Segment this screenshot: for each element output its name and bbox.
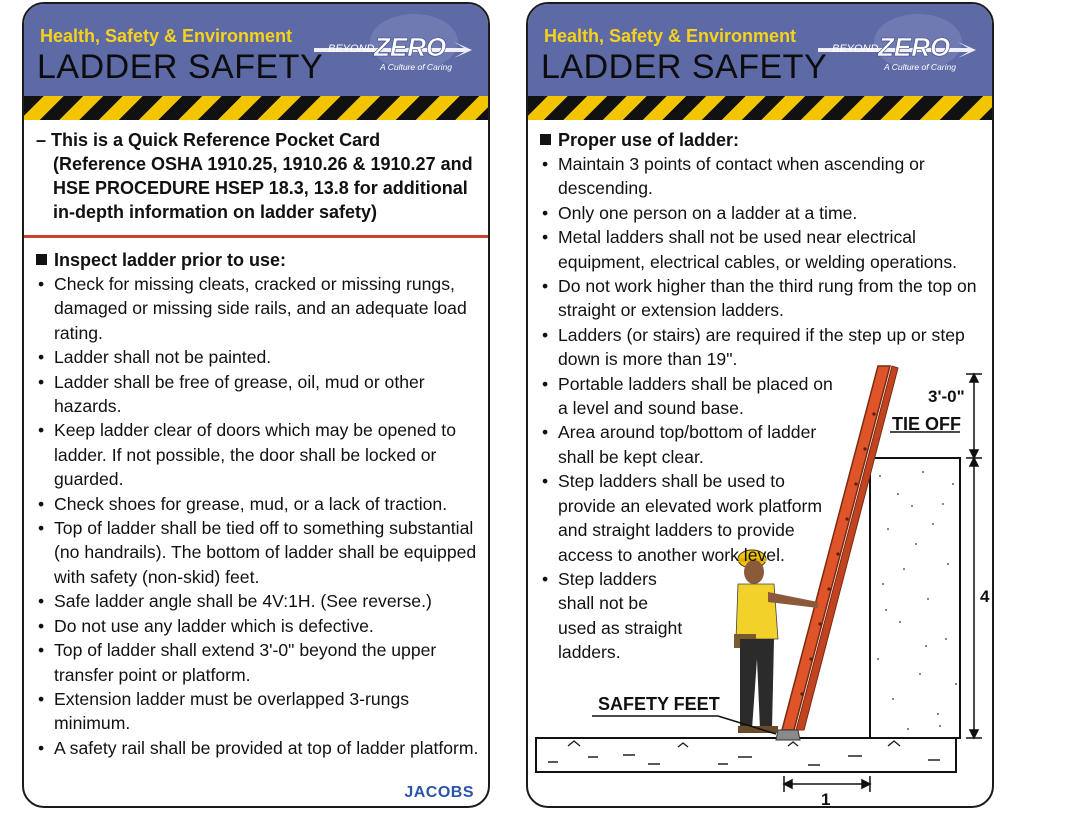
ground-slab <box>536 738 956 772</box>
inspect-list <box>36 272 488 760</box>
card-title: LADDER SAFETY <box>37 48 324 86</box>
jacobs-logo: JACOBS <box>404 784 474 801</box>
beyond-zero-logo <box>314 12 472 74</box>
list-item: • Ladders (or stairs) are required if the step up or step down is more than 19". <box>540 323 992 372</box>
list-item: • Metal ladders shall not be used near electrical equipment, electrical cables, or welding operations. <box>540 225 992 274</box>
logo-tagline: A Culture of Caring <box>884 62 956 72</box>
list-item: • Safe ladder angle shall be 4V:1H. (See reverse.) <box>36 589 488 613</box>
list-item: • Area around top/bottom of ladder shall be kept clear. <box>540 420 845 469</box>
right-card <box>526 2 994 808</box>
list-item: • Top of ladder shall be tied off to something substantial (no handrails). The bottom of ladder shall be equipped with safety (non-skid) feet. <box>36 516 488 589</box>
category-label: Health, Safety & Environment <box>40 26 293 46</box>
list-item: • Extension ladder must be overlapped 3-rungs minimum. <box>36 687 488 736</box>
list-item: • Check shoes for grease, mud, or a lack of traction. <box>36 492 488 516</box>
left-card <box>22 2 490 808</box>
proper-use-list-narrow <box>540 372 845 567</box>
list-item: • Keep ladder clear of doors which may be opened to ladder. If not possible, the door shall be locked or guarded. <box>36 418 488 491</box>
list-item: • Top of ladder shall extend 3'-0" beyond the upper transfer point or platform. <box>36 638 488 687</box>
proper-use-list <box>540 152 992 372</box>
section-heading-text: Inspect ladder prior to use: <box>54 250 287 270</box>
card-header <box>24 4 488 96</box>
hazard-stripes <box>24 96 488 120</box>
square-bullet-icon <box>36 254 47 265</box>
logo-beyond: BEYOND <box>328 43 375 55</box>
extension-label: 3'-0" <box>928 387 965 406</box>
square-bullet-icon <box>540 134 551 145</box>
section-divider <box>24 235 488 238</box>
beyond-zero-logo <box>818 12 976 74</box>
intro-text <box>36 128 482 224</box>
safety-feet <box>776 730 800 740</box>
list-item: • Do not work higher than the third rung from the top on straight or extension ladders. <box>540 274 992 323</box>
intro-reference: (Reference OSHA 1910.25, 1910.26 & 1910.27 and HSE PROCEDURE HSEP 18.3, 13.8 for additional in-depth information on ladder safety) <box>53 154 473 222</box>
safety-feet-label: SAFETY FEET <box>598 694 720 714</box>
hazard-stripes <box>528 96 992 120</box>
list-item: • Portable ladders shall be placed on a level and sound base. <box>540 372 845 421</box>
inspect-section <box>36 248 488 760</box>
list-item: • Ladder shall not be painted. <box>36 345 488 369</box>
horizontal-ratio-label: 1 <box>821 790 831 806</box>
list-item: • Ladder shall be free of grease, oil, mud or other hazards. <box>36 370 488 419</box>
category-label: Health, Safety & Environment <box>544 26 797 46</box>
vertical-ratio-label: 4 <box>980 587 990 606</box>
logo-beyond: BEYOND <box>832 43 879 55</box>
proper-use-section <box>540 128 992 665</box>
list-item: • Only one person on a ladder at a time. <box>540 201 992 225</box>
section-heading <box>540 128 992 152</box>
list-item: • Do not use any ladder which is defective. <box>36 614 488 638</box>
list-item: • Step ladders shall be used to provide an elevated work platform and straight ladders to provide access to another work level. <box>540 469 845 567</box>
list-item: • Step ladders shall not be used as straight ladders. <box>540 567 690 665</box>
logo-tagline: A Culture of Caring <box>380 62 452 72</box>
logo-zero: ZERO <box>878 32 951 62</box>
list-item: • A safety rail shall be provided at top of ladder platform. <box>36 736 488 760</box>
tie-off-label: TIE OFF <box>892 414 961 434</box>
logo-zero: ZERO <box>374 32 447 62</box>
section-heading-text: Proper use of ladder: <box>558 130 740 150</box>
list-item: • Maintain 3 points of contact when ascending or descending. <box>540 152 992 201</box>
card-header <box>528 4 992 96</box>
section-heading <box>36 248 488 272</box>
proper-use-list-narrower <box>540 567 690 665</box>
intro-line-1: – This is a Quick Reference Pocket Card <box>36 130 381 150</box>
card-title: LADDER SAFETY <box>541 48 828 86</box>
list-item: • Check for missing cleats, cracked or missing rungs, damaged or missing side rails, and an adequate load rating. <box>36 272 488 345</box>
